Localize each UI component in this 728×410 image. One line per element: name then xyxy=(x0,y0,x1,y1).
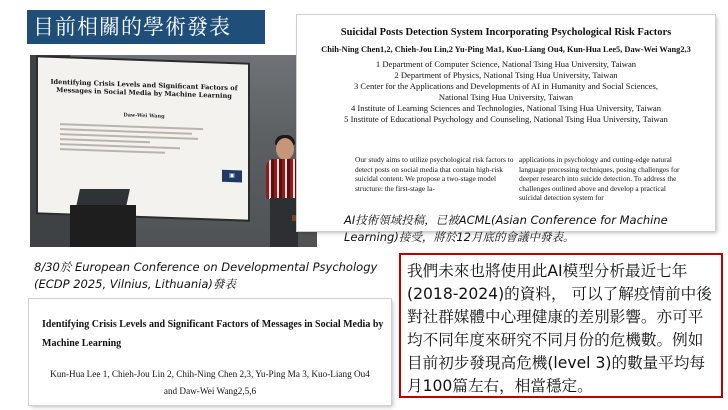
paper2-authors xyxy=(29,366,391,400)
paper-acml-screenshot xyxy=(297,15,715,231)
presenter-head xyxy=(276,138,294,160)
paper1-title: Suicidal Posts Detection System Incorporating Psychological Risk Factors xyxy=(340,27,672,38)
affiliation-line: National Tsing Hua University, Taiwan xyxy=(438,92,574,102)
paper-ecdp-screenshot xyxy=(29,299,391,405)
screen-slide-title: Identifying Crisis Levels and Significant Factors of Messages in Social Media by Machine Learning xyxy=(50,77,238,101)
paper2-authors-line: and Daw-Wei Wang2,5,6 xyxy=(163,386,257,396)
ecdp-caption: 8/30於 European Conference on Developmental Psychology (ECDP 2025, Vilnius, Lithuania)發表 xyxy=(34,260,378,291)
acml-caption: AI技術領域投稿，已被ACML(Asian Conference for Machine Learning)接受，將於12月底的會議中發表。 xyxy=(344,213,668,244)
paper1-abstract-left: Our study aims to utilize psychological risk factors to detect posts on social media that contain high-risk suicidal content. We propose a two-stage model structure: the first-stage la- xyxy=(355,155,514,193)
page-title: 目前相關的學術發表 xyxy=(27,10,265,44)
affiliation-line: 2 Department of Physics, National Tsing Hua University, Taiwan xyxy=(394,70,618,80)
conference-photo xyxy=(30,55,317,247)
podium xyxy=(70,205,136,247)
paper1-authors: Chih-Ning Chen1,2, Chieh-Jou Lin,2 Yu-Ping Ma1, Kuo-Liang Ou4, Kun-Hua Lee5, Daw-Wei Wang2,3 xyxy=(321,45,691,54)
projection-screen xyxy=(38,57,248,219)
future-work-note: 我們未來也將使用此AI模型分析最近七年(2018-2024)的資料， 可以了解疫情前中後對社群媒體中心理健康的差別影響。亦可平均不同年度來研究不同月份的危機數。例如目前初步發現高危機(level 3)的數量平均每月100篇左右，相當穩定。 xyxy=(399,253,723,398)
paper2-title: Identifying Crisis Levels and Significant Factors of Messages in Social Media by Machine Learning xyxy=(42,319,384,349)
affiliation-line: 5 Institute of Educational Psychology and Counseling, National Tsing Hua University, Taiwan xyxy=(344,114,668,124)
paper1-abstract-right: applications in psychology and cutting-edge natural language processing techniques, posing challenges for deeper research into suicide detection. To address the challenges outlined above and develop a practical suicidal detection system for xyxy=(519,155,680,203)
affiliation-line: 1 Department of Computer Science, National Tsing Hua University, Taiwan xyxy=(375,59,637,69)
presenter-legs xyxy=(270,198,298,247)
paper1-affiliations xyxy=(297,59,715,125)
affiliation-line: 4 Institute of Learning Sciences and Technologies, National Tsing Hua University, Taiwan xyxy=(350,103,662,113)
affiliation-line: 3 Center for the Applications and Developments of AI in Humanity and Social Sciences, xyxy=(353,81,659,91)
screen-slide-lines xyxy=(60,120,210,158)
screen-slide-author: Daw-Wei Wang xyxy=(123,112,165,120)
slide-logo-icon: ▣ xyxy=(222,170,242,183)
paper2-authors-line: Kun-Hua Lee 1, Chieh-Jou Lin 2, Chih-Ning Chen 2,3, Yu-Ping Ma 3, Kuo-Liang Ou4 xyxy=(50,369,370,379)
